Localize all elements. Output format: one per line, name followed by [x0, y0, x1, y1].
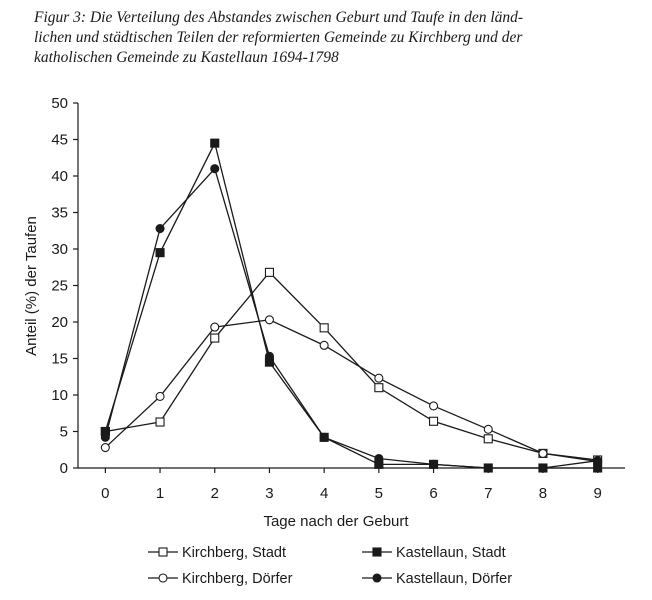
- legend-entry: [362, 571, 512, 587]
- y-tick-label: 25: [51, 277, 68, 295]
- data-point: [320, 324, 328, 332]
- series-3: [101, 316, 601, 466]
- data-point: [430, 402, 438, 410]
- legend-marker: [159, 548, 167, 556]
- data-point: [156, 392, 164, 400]
- data-point: [484, 435, 492, 443]
- y-tick-label: 45: [51, 131, 68, 149]
- data-point: [484, 464, 492, 472]
- data-point: [211, 334, 219, 342]
- y-tick-label: 50: [51, 95, 68, 112]
- data-point: [594, 457, 602, 465]
- y-tick-label: 10: [51, 387, 68, 404]
- y-tick-label: 30: [51, 241, 68, 258]
- data-point: [539, 464, 547, 472]
- data-point: [265, 352, 273, 360]
- x-tick-label: 8: [538, 485, 548, 502]
- series-2: [101, 139, 601, 472]
- data-point: [265, 316, 273, 324]
- series-line: [105, 143, 597, 468]
- caption-line-2: lichen und städtischen Teilen der reformierten Gemeinde zu Kirchberg und der: [34, 29, 523, 46]
- data-point: [101, 433, 109, 441]
- data-point: [156, 225, 164, 233]
- legend-label: Kirchberg, Stadt: [182, 545, 286, 561]
- data-point: [156, 249, 164, 257]
- legend-entry: [148, 571, 293, 587]
- data-point: [539, 449, 547, 457]
- data-point: [101, 444, 109, 452]
- legend-entry: [362, 545, 506, 561]
- chart-axes: [51, 95, 625, 502]
- legend-label: Kastellaun, Stadt: [396, 545, 506, 561]
- series-line: [105, 320, 597, 462]
- data-point: [320, 433, 328, 441]
- data-point: [375, 374, 383, 382]
- y-tick-label: 0: [59, 460, 68, 477]
- x-tick-label: 0: [101, 485, 110, 502]
- y-tick-label: 35: [51, 204, 68, 222]
- x-tick-label: 9: [593, 485, 602, 502]
- data-point: [265, 268, 273, 276]
- series-1: [101, 268, 601, 464]
- y-axis-title: Anteil (%) der Taufen: [23, 216, 40, 356]
- chart-legend: [148, 545, 512, 587]
- legend-label: Kirchberg, Dörfer: [182, 571, 293, 587]
- legend-marker: [373, 574, 381, 582]
- x-tick-label: 4: [319, 485, 329, 502]
- x-tick-label: 2: [210, 485, 219, 502]
- y-tick-label: 5: [59, 423, 68, 441]
- data-point: [156, 418, 164, 426]
- data-point: [430, 417, 438, 425]
- data-point: [211, 139, 219, 147]
- data-point: [211, 323, 219, 331]
- x-tick-label: 1: [155, 485, 165, 502]
- data-point: [375, 384, 383, 392]
- chart-series: [101, 139, 601, 472]
- caption-line-1: Figur 3: Die Verteilung des Abstandes zwischen Geburt und Taufe in den länd-: [34, 9, 524, 26]
- y-tick-label: 20: [51, 314, 68, 331]
- data-point: [375, 455, 383, 463]
- y-tick-label: 40: [51, 168, 68, 185]
- series-4: [101, 165, 601, 472]
- data-point: [211, 165, 219, 173]
- caption-line-3: katholischen Gemeinde zu Kastellaun 1694-1798: [34, 49, 339, 66]
- legend-entry: [148, 545, 286, 561]
- data-point: [484, 425, 492, 433]
- x-tick-label: 6: [429, 485, 438, 502]
- series-line: [105, 272, 597, 460]
- y-tick-label: 15: [51, 350, 68, 368]
- data-point: [320, 341, 328, 349]
- x-axis-title: Tage nach der Geburt: [263, 513, 409, 530]
- data-point: [430, 460, 438, 468]
- x-tick-label: 3: [265, 485, 274, 502]
- x-tick-label: 7: [484, 485, 493, 502]
- x-tick-label: 5: [374, 485, 384, 502]
- legend-marker: [373, 548, 381, 556]
- legend-label: Kastellaun, Dörfer: [396, 571, 513, 587]
- legend-marker: [159, 574, 167, 582]
